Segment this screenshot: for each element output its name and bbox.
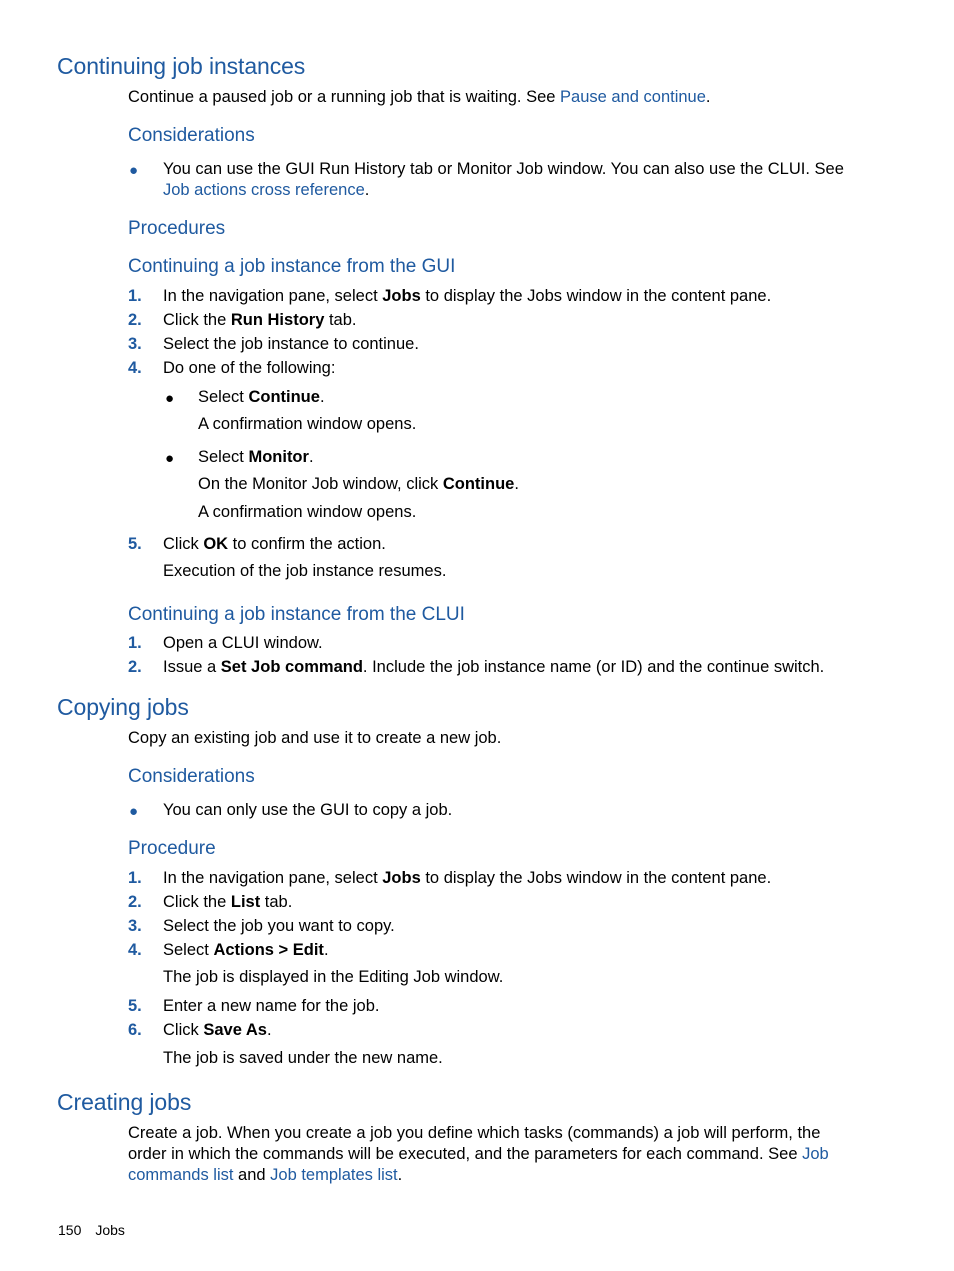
link-job-actions-cross-reference[interactable]: Job actions cross reference <box>163 181 365 199</box>
text: In the navigation pane, select <box>163 869 383 887</box>
text: order in which the commands will be executed, and the parameters for each command. See <box>128 1145 803 1163</box>
sub-bullet-note <box>198 474 519 495</box>
page-number: 150 <box>58 1222 82 1238</box>
text: . Include the job instance name (or ID) and the continue switch. <box>362 658 825 676</box>
heading-creating-jobs: Creating jobs <box>57 1089 192 1115</box>
heading-copying-jobs: Copying jobs <box>57 694 189 720</box>
heading-clui: Continuing a job instance from the CLUI <box>128 604 465 625</box>
page-footer <box>58 1222 139 1238</box>
step-number: 3. <box>128 335 142 353</box>
text: Create a job. When you create a job you define which tasks (commands) a job will perform, the <box>128 1124 821 1142</box>
heading-considerations: Considerations <box>128 766 255 787</box>
copy-step-5: Enter a new name for the job. <box>163 997 380 1015</box>
intro-text: Continue a paused job or a running job that is waiting. See <box>128 88 561 106</box>
sub-bullet-continue <box>198 387 325 408</box>
creating-paragraph <box>128 1123 888 1186</box>
gui-step-2 <box>163 310 356 331</box>
heading-considerations: Considerations <box>128 125 255 146</box>
ui-term: OK <box>203 535 229 553</box>
link-job-commands-list[interactable]: commands list <box>128 1166 234 1184</box>
step-note: The job is displayed in the Editing Job window. <box>163 968 504 986</box>
ui-term: Jobs <box>382 287 421 305</box>
text: to confirm the action. <box>228 535 386 553</box>
text: In the navigation pane, select <box>163 287 383 305</box>
ui-term: Save As <box>203 1021 267 1039</box>
text: Click the <box>163 311 231 329</box>
text: . <box>514 475 519 493</box>
gui-step-4: Do one of the following: <box>163 359 336 377</box>
copy-step-2 <box>163 892 292 913</box>
bullet-icon: ● <box>129 803 139 820</box>
ui-term: Run History <box>230 311 325 329</box>
text: tab. <box>324 311 357 329</box>
ui-term: Actions > Edit <box>213 941 324 959</box>
text: Select <box>163 941 214 959</box>
considerations-text: You can only use the GUI to copy a job. <box>163 801 453 819</box>
text: Click the <box>163 893 231 911</box>
heading-continuing-job-instances: Continuing job instances <box>57 53 306 79</box>
gui-step-5 <box>163 534 386 555</box>
step-number: 1. <box>128 287 142 305</box>
bullet-icon: ● <box>165 390 175 407</box>
step-number: 5. <box>128 535 142 553</box>
gui-step-1 <box>163 286 771 307</box>
text: On the Monitor Job window, click <box>198 475 443 493</box>
intro-paragraph <box>128 87 711 108</box>
cons-text: You can use the GUI Run History tab or Monitor Job window. You can also use the CLUI. See <box>163 160 844 178</box>
bullet-icon: ● <box>165 450 175 467</box>
text: Click <box>163 535 204 553</box>
sub-bullet-note: A confirmation window opens. <box>198 415 417 433</box>
ui-term: Set Job command <box>220 658 363 676</box>
copy-step-6 <box>163 1020 272 1041</box>
sub-bullet-monitor <box>198 447 314 468</box>
text: Select <box>198 448 249 466</box>
step-number: 5. <box>128 997 142 1015</box>
step-number: 6. <box>128 1021 142 1039</box>
text: . <box>308 448 314 466</box>
clui-step-2 <box>163 657 824 678</box>
ui-term: Monitor <box>248 448 309 466</box>
text: . <box>397 1166 403 1184</box>
step-number: 2. <box>128 658 142 676</box>
text: Issue a <box>163 658 221 676</box>
step-note: The job is saved under the new name. <box>163 1049 443 1067</box>
text: tab. <box>260 893 293 911</box>
link-job-commands-list[interactable]: Job <box>802 1145 829 1163</box>
step-number: 3. <box>128 917 142 935</box>
text: to display the Jobs window in the content pane. <box>420 869 772 887</box>
heading-gui: Continuing a job instance from the GUI <box>128 256 456 277</box>
step-number: 1. <box>128 634 142 652</box>
step-number: 2. <box>128 311 142 329</box>
ui-term: Continue <box>442 475 515 493</box>
link-job-templates-list[interactable]: Job templates list <box>270 1166 398 1184</box>
sub-bullet-note: A confirmation window opens. <box>198 503 417 521</box>
cons-end: . <box>364 181 370 199</box>
copy-step-3: Select the job you want to copy. <box>163 917 395 935</box>
step-number: 1. <box>128 869 142 887</box>
heading-procedure: Procedure <box>128 838 216 859</box>
intro-end: . <box>705 88 711 106</box>
text: to display the Jobs window in the content pane. <box>420 287 772 305</box>
text: . <box>323 941 329 959</box>
copy-step-1 <box>163 868 771 889</box>
clui-step-1: Open a CLUI window. <box>163 634 323 652</box>
step-note: Execution of the job instance resumes. <box>163 562 447 580</box>
ui-term: Continue <box>248 388 320 406</box>
link-pause-and-continue[interactable]: Pause and continue <box>560 88 706 106</box>
step-number: 4. <box>128 359 142 377</box>
gui-step-3: Select the job instance to continue. <box>163 335 419 353</box>
text: . <box>266 1021 272 1039</box>
considerations-text <box>163 159 883 201</box>
step-number: 2. <box>128 893 142 911</box>
text: Select <box>198 388 249 406</box>
heading-procedures: Procedures <box>128 218 226 239</box>
copy-step-4 <box>163 940 329 961</box>
footer-section: Jobs <box>95 1222 125 1238</box>
step-number: 4. <box>128 941 142 959</box>
text: . <box>319 388 325 406</box>
ui-term: Jobs <box>382 869 421 887</box>
ui-term: List <box>230 893 261 911</box>
text: and <box>233 1166 271 1184</box>
text: Click <box>163 1021 204 1039</box>
intro-paragraph: Copy an existing job and use it to create a new job. <box>128 729 502 747</box>
bullet-icon: ● <box>129 162 139 179</box>
